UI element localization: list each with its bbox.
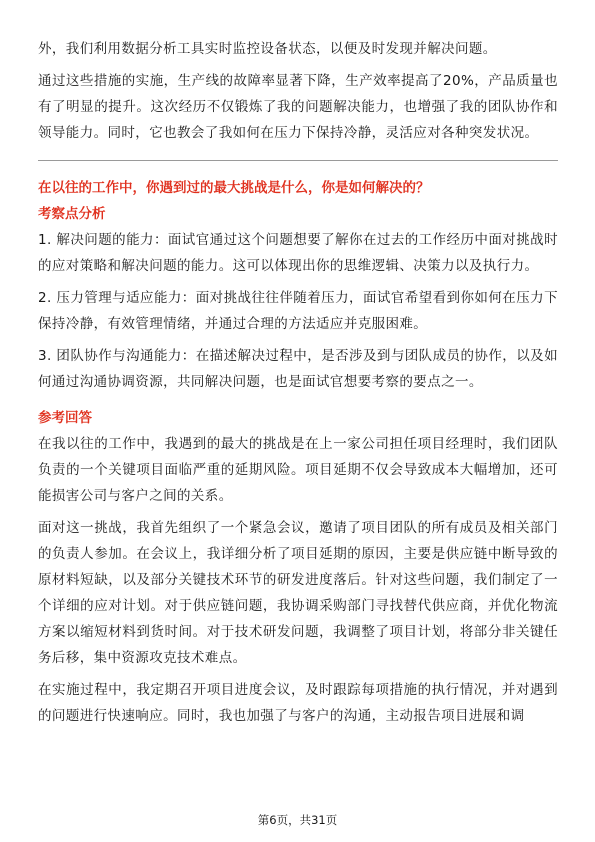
intro-paragraph-1: 外，我们利用数据分析工具实时监控设备状态，以便及时发现并解决问题。 xyxy=(38,41,497,57)
analysis-point-1: 1. 解决问题的能力：面试官通过这个问题想要了解你在过去的工作经历中面对挑战时的应对策略和解决问题的能力。这可以体现出你的思维逻辑、决策力以及执行力。 xyxy=(38,232,558,274)
answer-heading: 参考回答 xyxy=(38,410,92,426)
analysis-heading: 考察点分析 xyxy=(38,206,106,222)
analysis-point-2: 2. 压力管理与适应能力：面对挑战往往伴随着压力，面试官希望看到你如何在压力下保持冷静，有效管理情绪，并通过合理的方法适应并克服困难。 xyxy=(38,290,558,332)
answer-paragraph-1: 在我以往的工作中，我遇到的最大的挑战是在上一家公司担任项目经理时，我们团队负责的一个关键项目面临严重的延期风险。项目延期不仅会导致成本大幅增加，还可能损害公司与客户之间的关系。 xyxy=(38,436,558,504)
interview-question: 在以往的工作中，你遇到过的最大挑战是什么，你是如何解决的？ xyxy=(38,180,430,196)
document-page xyxy=(38,0,558,842)
answer-paragraph-2: 面对这一挑战，我首先组织了一个紧急会议，邀请了项目团队的所有成员及相关部门的负责人参加。在会议上，我详细分析了项目延期的原因，主要是供应链中断导致的原材料短缺，以及部分关键技术环节的研发进度落后。针对这些问题，我们制定了一个详细的应对计划。对于供应链问题，我协调采购部门寻找替代供应商，并优化物流方案以缩短材料到货时间。对于技术研发问题，我调整了项目计划，将部分非关键任务后移，集中资源攻克技术难点。 xyxy=(38,520,558,666)
analysis-point-3: 3. 团队协作与沟通能力：在描述解决过程中，是否涉及到与团队成员的协作，以及如何通过沟通协调资源，共同解决问题，也是面试官想要考察的要点之一。 xyxy=(38,348,558,390)
answer-paragraph-3: 在实施过程中，我定期召开项目进度会议，及时跟踪每项措施的执行情况，并对遇到的问题进行快速响应。同时，我也加强了与客户的沟通，主动报告项目进展和调 xyxy=(38,682,558,724)
intro-paragraph-2: 通过这些措施的实施，生产线的故障率显著下降，生产效率提高了20%，产品质量也有了明显的提升。这次经历不仅锻炼了我的问题解决能力，也增强了我的团队协作和领导能力。同时，它也教会了我如何在压力下保持冷静，灵活应对各种突发状况。 xyxy=(38,73,558,141)
page-number: 第6页，共31页 xyxy=(257,813,338,827)
